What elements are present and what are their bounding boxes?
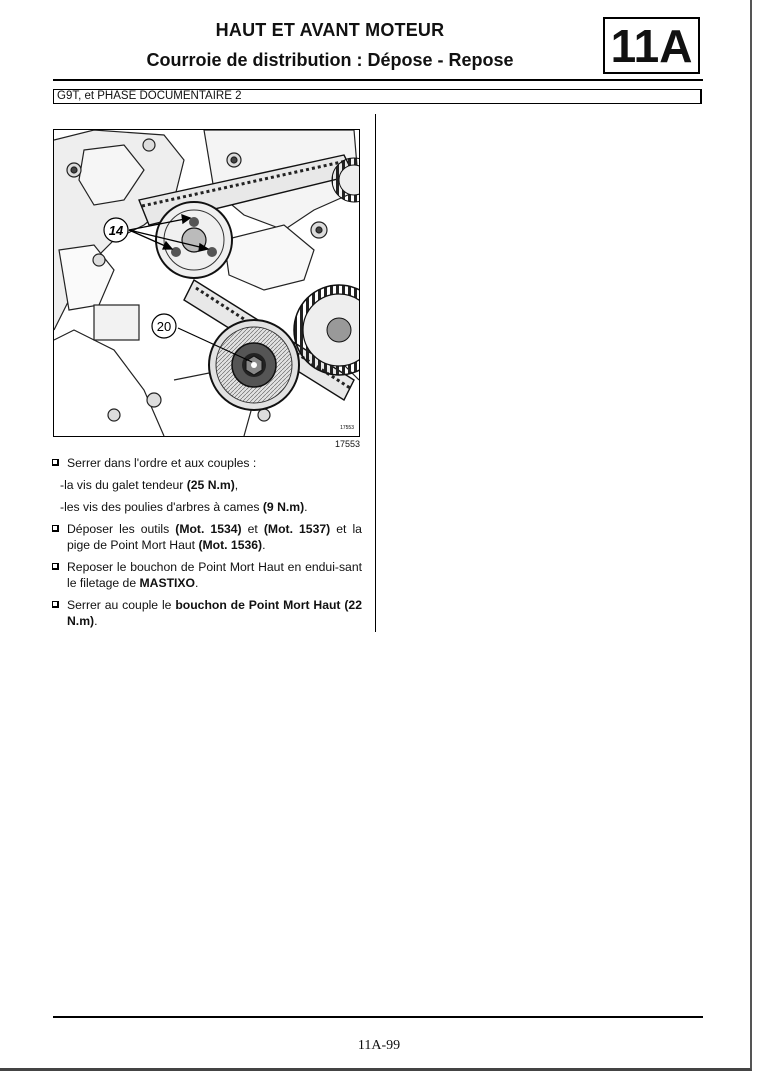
page-title: HAUT ET AVANT MOTEUR xyxy=(215,20,445,40)
technical-illustration xyxy=(53,129,360,437)
instruction-text: Serrer dans l'ordre et aux couples : xyxy=(67,456,257,470)
punctuation: , xyxy=(234,478,239,492)
punctuation: . xyxy=(94,614,98,628)
page-subtitle: Courroie de distribution : Dépose - Repose xyxy=(146,50,514,70)
instruction-text: et xyxy=(241,522,264,536)
checkbox-bullet-icon xyxy=(52,525,59,532)
callout-20-label: 20 xyxy=(156,319,172,334)
instruction-step-tighten xyxy=(52,455,362,471)
instruction-substep-camshaft xyxy=(52,499,362,515)
engine-timing-drawing xyxy=(54,130,359,436)
punctuation: . xyxy=(262,538,266,552)
torque-value: (22 N.m) xyxy=(67,598,362,628)
checkbox-bullet-icon xyxy=(52,563,59,570)
instruction-text: Reposer le bouchon de Point Mort Haut en endui-sant le filetage de xyxy=(67,560,362,590)
checkbox-bullet-icon xyxy=(52,601,59,608)
instruction-text: et la pige de Point Mort Haut xyxy=(67,522,362,552)
camshaft-pulley xyxy=(156,202,232,278)
instruction-text: Serrer au couple le xyxy=(67,598,176,612)
product-ref: MASTIXO xyxy=(139,576,196,590)
instruction-substep-tensioner xyxy=(52,477,362,493)
dash: - xyxy=(60,500,65,514)
tool-ref: (Mot. 1534) xyxy=(175,522,242,536)
substep-text: la vis du galet tendeur xyxy=(64,478,187,492)
instruction-step-remove-tools xyxy=(52,521,362,553)
section-code-box: 11A xyxy=(603,17,700,74)
instruction-text: Déposer les outils xyxy=(67,522,176,536)
tool-ref: (Mot. 1537) xyxy=(263,522,331,536)
punctuation: . xyxy=(195,576,199,590)
tool-ref: (Mot. 1536) xyxy=(198,538,263,552)
column-divider xyxy=(375,114,376,632)
punctuation: . xyxy=(304,500,308,514)
instruction-list xyxy=(52,455,362,629)
substep-text: les vis des poulies d'arbres à cames xyxy=(64,500,263,514)
torque-value: (9 N.m) xyxy=(262,500,305,514)
instruction-step-refit-plug xyxy=(52,559,362,591)
tensioner-roller xyxy=(209,320,299,410)
header-rule xyxy=(53,79,703,81)
page-number: 11A-99 xyxy=(357,1038,401,1053)
instruction-step-torque-plug xyxy=(52,597,362,629)
figure-corner-code: 17553 xyxy=(340,425,354,431)
figure-number: 17553 xyxy=(334,439,360,449)
checkbox-bullet-icon xyxy=(52,459,59,466)
footer-rule xyxy=(53,1016,703,1018)
vehicle-applicability-bar: G9T, et PHASE DOCUMENTAIRE 2 xyxy=(53,89,702,104)
part-ref: bouchon de Point Mort Haut xyxy=(175,598,341,612)
dash: - xyxy=(60,478,65,492)
callout-14-label: 14 xyxy=(108,223,124,238)
torque-value: (25 N.m) xyxy=(186,478,235,492)
